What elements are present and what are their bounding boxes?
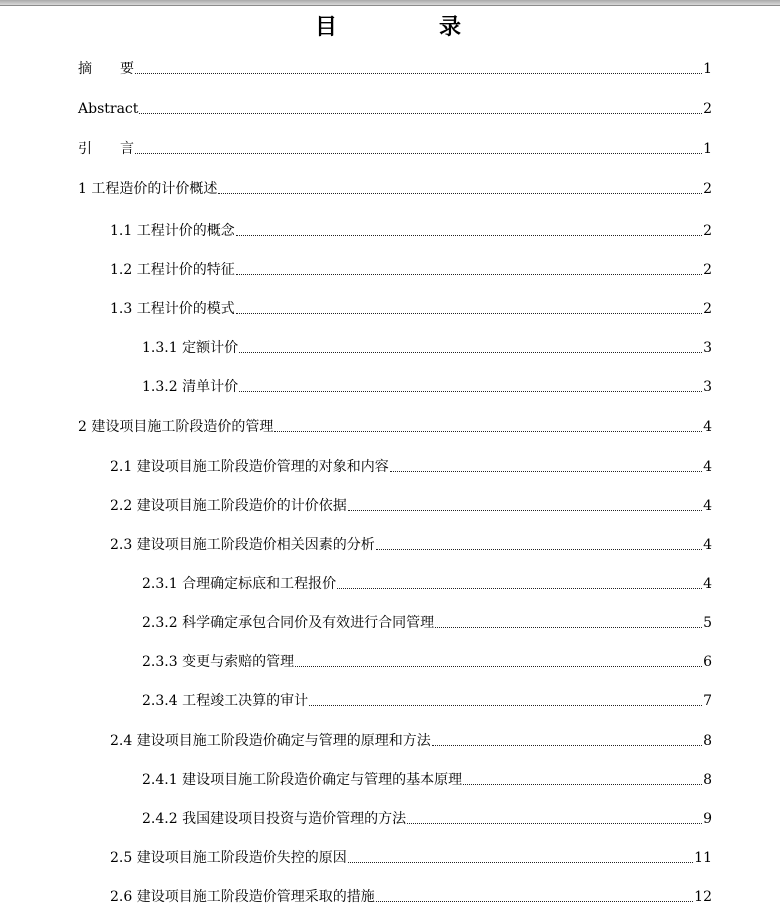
toc-entry-label: 2.5 建设项目施工阶段造价失控的原因 (110, 850, 347, 866)
toc-entry-label: 2.4.2 我国建设项目投资与造价管理的方法 (142, 811, 407, 827)
toc-entry-label: 1.3 工程计价的模式 (110, 301, 235, 317)
toc-entry-label: 1.3.1 定额计价 (142, 340, 239, 356)
toc-entry-1-3-2[interactable] (142, 376, 712, 396)
toc-entry-abstract-en[interactable] (78, 98, 712, 118)
toc-leader-dots (376, 549, 702, 550)
toc-entry-label: 2.3.1 合理确定标底和工程报价 (142, 576, 337, 592)
toc-entry-1-3[interactable] (110, 298, 712, 318)
toc-leader-dots (309, 705, 702, 706)
toc-page-number: 2 (703, 101, 712, 117)
toc-leader-dots (236, 313, 702, 314)
toc-entry-2-2[interactable] (110, 495, 712, 515)
toc-entry-2-3-1[interactable] (142, 573, 712, 593)
toc-entry-2-4-1[interactable] (142, 769, 712, 789)
toc-entry-label: 1.2 工程计价的特征 (110, 262, 235, 278)
toc-entry-label: 2.1 建设项目施工阶段造价管理的对象和内容 (110, 459, 389, 475)
toc-entry-label: 2.3.4 工程竣工决算的审计 (142, 693, 309, 709)
toc-entry-label: 2.4.1 建设项目施工阶段造价确定与管理的基本原理 (142, 772, 463, 788)
toc-page-number: 1 (703, 61, 712, 77)
toc-entry-label: 1 工程造价的计价概述 (78, 181, 218, 197)
toc-page-number: 8 (703, 733, 712, 749)
toc-entry-1-2[interactable] (110, 259, 712, 279)
toc-entry-2-4[interactable] (110, 730, 712, 750)
toc-entry-label: 摘 要 (78, 61, 134, 77)
toc-page-number: 2 (703, 181, 712, 197)
toc-leader-dots (239, 391, 702, 392)
toc-entry-2-5[interactable] (110, 847, 712, 867)
toc-leader-dots (135, 153, 702, 154)
toc-entry-label: 2.3 建设项目施工阶段造价相关因素的分析 (110, 537, 375, 553)
toc-entry-label: 2.3.3 变更与索赔的管理 (142, 654, 295, 670)
toc-entry-2-3-3[interactable] (142, 651, 712, 671)
toc-page-number: 4 (703, 576, 712, 592)
toc-page-number: 4 (703, 419, 712, 435)
toc-leader-dots (239, 352, 702, 353)
toc-page-number: 9 (703, 811, 712, 827)
toc-leader-dots (236, 235, 702, 236)
toc-page-number: 11 (694, 850, 712, 866)
toc-leader-dots (463, 784, 702, 785)
page-title: 目 录 (314, 15, 501, 40)
toc-page-number: 12 (694, 889, 712, 905)
toc-leader-dots (337, 588, 702, 589)
toc-page-number: 5 (703, 615, 712, 631)
toc-entry-label: 2 建设项目施工阶段造价的管理 (78, 419, 274, 435)
toc-page-number: 4 (703, 537, 712, 553)
toc-entry-2-3-4[interactable] (142, 690, 712, 710)
toc-page-number: 4 (703, 459, 712, 475)
toc-entry-label: 2.2 建设项目施工阶段造价的计价依据 (110, 498, 347, 514)
toc-leader-dots (348, 510, 702, 511)
toc-page-number: 3 (703, 379, 712, 395)
toc-leader-dots (407, 823, 702, 824)
toc-page-number: 2 (703, 262, 712, 278)
toc-leader-dots (295, 666, 702, 667)
toc-entry-label: 引 言 (78, 141, 134, 157)
document-page (0, 6, 780, 920)
toc-entry-abstract-cn[interactable] (78, 58, 712, 78)
toc-leader-dots (432, 745, 702, 746)
toc-entry-label: Abstract (78, 101, 139, 117)
toc-page-number: 7 (703, 693, 712, 709)
toc-page-number: 2 (703, 223, 712, 239)
toc-entry-chapter-2[interactable] (78, 416, 712, 436)
toc-entry-2-3[interactable] (110, 534, 712, 554)
toc-page-number: 4 (703, 498, 712, 514)
toc-entry-label: 1.3.2 清单计价 (142, 379, 239, 395)
toc-entry-2-3-2[interactable] (142, 612, 712, 632)
toc-entry-2-6[interactable] (110, 886, 712, 906)
toc-entry-chapter-1[interactable] (78, 178, 712, 198)
toc-leader-dots (376, 901, 693, 902)
toc-leader-dots (435, 627, 702, 628)
toc-entry-introduction[interactable] (78, 138, 712, 158)
toc-page-number: 8 (703, 772, 712, 788)
toc-entry-1-3-1[interactable] (142, 337, 712, 357)
toc-page-number: 2 (703, 301, 712, 317)
toc-leader-dots (236, 274, 702, 275)
toc-entry-label: 2.6 建设项目施工阶段造价管理采取的措施 (110, 889, 375, 905)
toc-entry-label: 1.1 工程计价的概念 (110, 223, 235, 239)
toc-leader-dots (274, 431, 702, 432)
toc-leader-dots (348, 862, 693, 863)
toc-page-number: 3 (703, 340, 712, 356)
toc-leader-dots (139, 113, 702, 114)
toc-leader-dots (390, 471, 702, 472)
toc-entry-label: 2.3.2 科学确定承包合同价及有效进行合同管理 (142, 615, 435, 631)
toc-page-number: 1 (703, 141, 712, 157)
toc-page-number: 6 (703, 654, 712, 670)
toc-entry-2-1[interactable] (110, 456, 712, 476)
toc-entry-2-4-2[interactable] (142, 808, 712, 828)
toc-entry-1-1[interactable] (110, 220, 712, 240)
toc-entry-label: 2.4 建设项目施工阶段造价确定与管理的原理和方法 (110, 733, 431, 749)
toc-leader-dots (135, 73, 702, 74)
toc-leader-dots (218, 193, 702, 194)
